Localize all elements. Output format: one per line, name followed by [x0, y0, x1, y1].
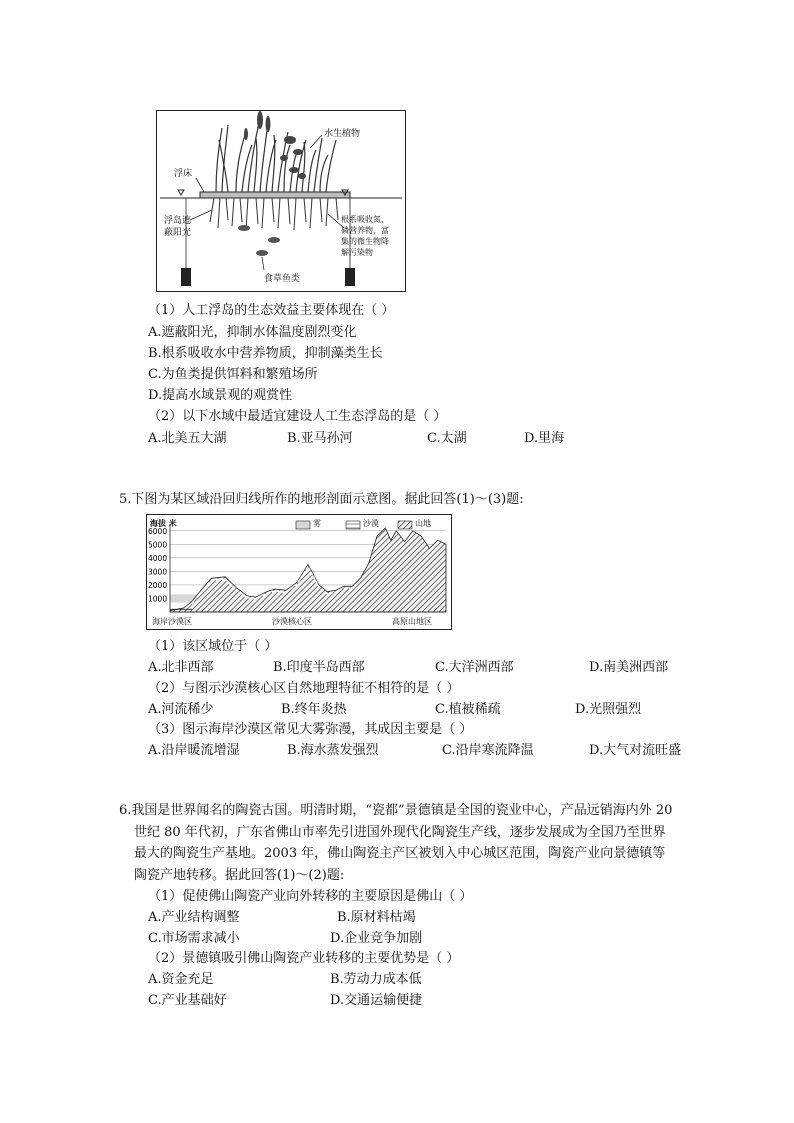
- q5-sub3: （3）图示海岸沙漠区常见大雾弥漫，其成因主要是（ ）: [148, 722, 473, 737]
- q5-sub2: （2）与图示沙漠核心区自然地理特征不相符的是（ ）: [148, 681, 460, 696]
- legend-mountain: 山地: [415, 519, 431, 528]
- y-tick-label: 6000: [148, 526, 168, 536]
- y-tick-label: 2000: [148, 580, 168, 590]
- y-tick-label: 1000: [148, 594, 168, 604]
- q5-1-option-a: A.北非西部: [148, 660, 214, 675]
- label-roots-4: 解污染物: [341, 248, 373, 257]
- legend-swatch-desert: [346, 521, 360, 529]
- q5-3-option-c: C.沿岸寒流降温: [442, 743, 534, 758]
- floating-island-diagram: [156, 110, 406, 292]
- label-roots-2: 磷营养物，富: [341, 226, 389, 235]
- q6-stem-line-1: 6.我国是世界闻名的陶瓷古国。明清时期，“瓷都”景德镇是全国的瓷业中心，产品远销海内外 20: [119, 803, 673, 818]
- q5-2-option-b: B.终年炎热: [281, 702, 347, 717]
- q5-sub1: （1）该区域位于（ ）: [148, 639, 278, 654]
- q5-2-option-d: D.光照强烈: [575, 702, 642, 717]
- q5-2-option-a: A.河流稀少: [148, 702, 214, 717]
- q5-3-option-a: A.沿岸暖流增湿: [148, 743, 240, 758]
- q4-sub1: （1）人工浮岛的生态效益主要体现在（ ）: [148, 303, 395, 318]
- label-float-bed: 浮床: [174, 169, 193, 179]
- q6-sub2: （2）景德镇吸引佛山陶瓷产业转移的主要优势是（ ）: [148, 951, 460, 966]
- q4-option-c: C.为鱼类提供饵料和繁殖场所: [148, 367, 318, 382]
- q5-3-option-b: B.海水蒸发强烈: [287, 743, 379, 758]
- label-fish: 食草鱼类: [264, 274, 301, 284]
- q6-1-option-b: B.原材料枯竭: [337, 910, 416, 925]
- q6-2-option-a: A.资金充足: [148, 972, 214, 987]
- q6-2-option-c: C.产业基础好: [148, 993, 227, 1008]
- q4-2-option-c: C.太湖: [427, 431, 467, 446]
- label-roots-3: 集的微生物降: [341, 237, 389, 246]
- q6-1-option-a: A.产业结构调整: [148, 910, 240, 925]
- chart-ylabel: 海拔 米: [150, 519, 177, 528]
- q5-3-option-d: D.大气对流旺盛: [589, 743, 682, 758]
- q6-stem-line-2: 世纪 80 年代初，广东省佛山市率先引进国外现代化陶瓷生产线，逐步发展成为全国乃至世界: [134, 825, 666, 840]
- q6-1-option-d: D.企业竞争加剧: [330, 931, 423, 946]
- region-coastal-desert: 海岸沙漠区: [152, 617, 192, 626]
- region-plateau-mountain: 高原山地区: [392, 617, 432, 626]
- q6-2-option-b: B.劳动力成本低: [330, 972, 422, 987]
- q4-2-option-b: B.亚马孙河: [287, 431, 353, 446]
- region-desert-core: 沙漠核心区: [272, 617, 312, 626]
- q6-stem-line-3: 最大的陶瓷生产基地。2003 年，佛山陶瓷主产区被划入中心城区范围，陶瓷产业向景德镇等: [134, 846, 666, 861]
- y-tick-label: 4000: [148, 553, 168, 563]
- anchor-right: [345, 268, 355, 286]
- label-aquatic-plants: 水生植物: [324, 129, 361, 139]
- q5-1-option-b: B.印度半岛西部: [273, 660, 365, 675]
- q4-option-a: A.遮蔽阳光，抑制水体温度剧烈变化: [148, 325, 357, 340]
- q5-stem: 5.下图为某区域沿回归线所作的地形剖面示意图。据此回答(1)～(3)题:: [119, 492, 524, 507]
- legend-desert: 沙漠: [363, 519, 379, 528]
- q4-option-d: D.提高水域景观的观赏性: [148, 388, 293, 403]
- legend-swatch-mountain: [398, 521, 412, 529]
- terrain-profile-chart: [146, 514, 452, 630]
- q5-1-option-c: C.大洋洲西部: [435, 660, 514, 675]
- legend-fog: 雾: [313, 519, 321, 528]
- q5-2-option-c: C.植被稀疏: [435, 702, 501, 717]
- q6-sub1: （1）促使佛山陶瓷产业向外转移的主要原因是佛山（ ）: [148, 889, 473, 904]
- y-tick-label: 5000: [148, 540, 168, 550]
- q4-2-option-a: A.北美五大湖: [148, 431, 227, 446]
- label-roots-1: 根系吸收氮、: [341, 215, 389, 224]
- float-bed-graphic: [200, 192, 350, 198]
- label-shade-2: 蔽阳光: [164, 228, 192, 238]
- q4-option-b: B.根系吸收水中营养物质，抑制藻类生长: [148, 346, 383, 361]
- q6-2-option-d: D.交通运输便捷: [330, 993, 423, 1008]
- anchor-left: [181, 268, 191, 286]
- floating-island-figure: [156, 110, 406, 292]
- terrain-profile-svg: [146, 514, 452, 630]
- legend-swatch-fog: [296, 521, 310, 529]
- q4-sub2: （2）以下水域中最适宜建设人工生态浮岛的是（ ）: [148, 409, 447, 424]
- q6-stem-line-4: 陶瓷产地转移。据此回答(1)～(2)题:: [134, 868, 345, 883]
- q6-1-option-c: C.市场需求减小: [148, 931, 240, 946]
- q4-2-option-d: D.里海: [524, 431, 565, 446]
- label-shade-1: 浮岛遮: [164, 216, 192, 226]
- q5-1-option-d: D.南美洲西部: [589, 660, 669, 675]
- y-tick-label: 3000: [148, 567, 168, 577]
